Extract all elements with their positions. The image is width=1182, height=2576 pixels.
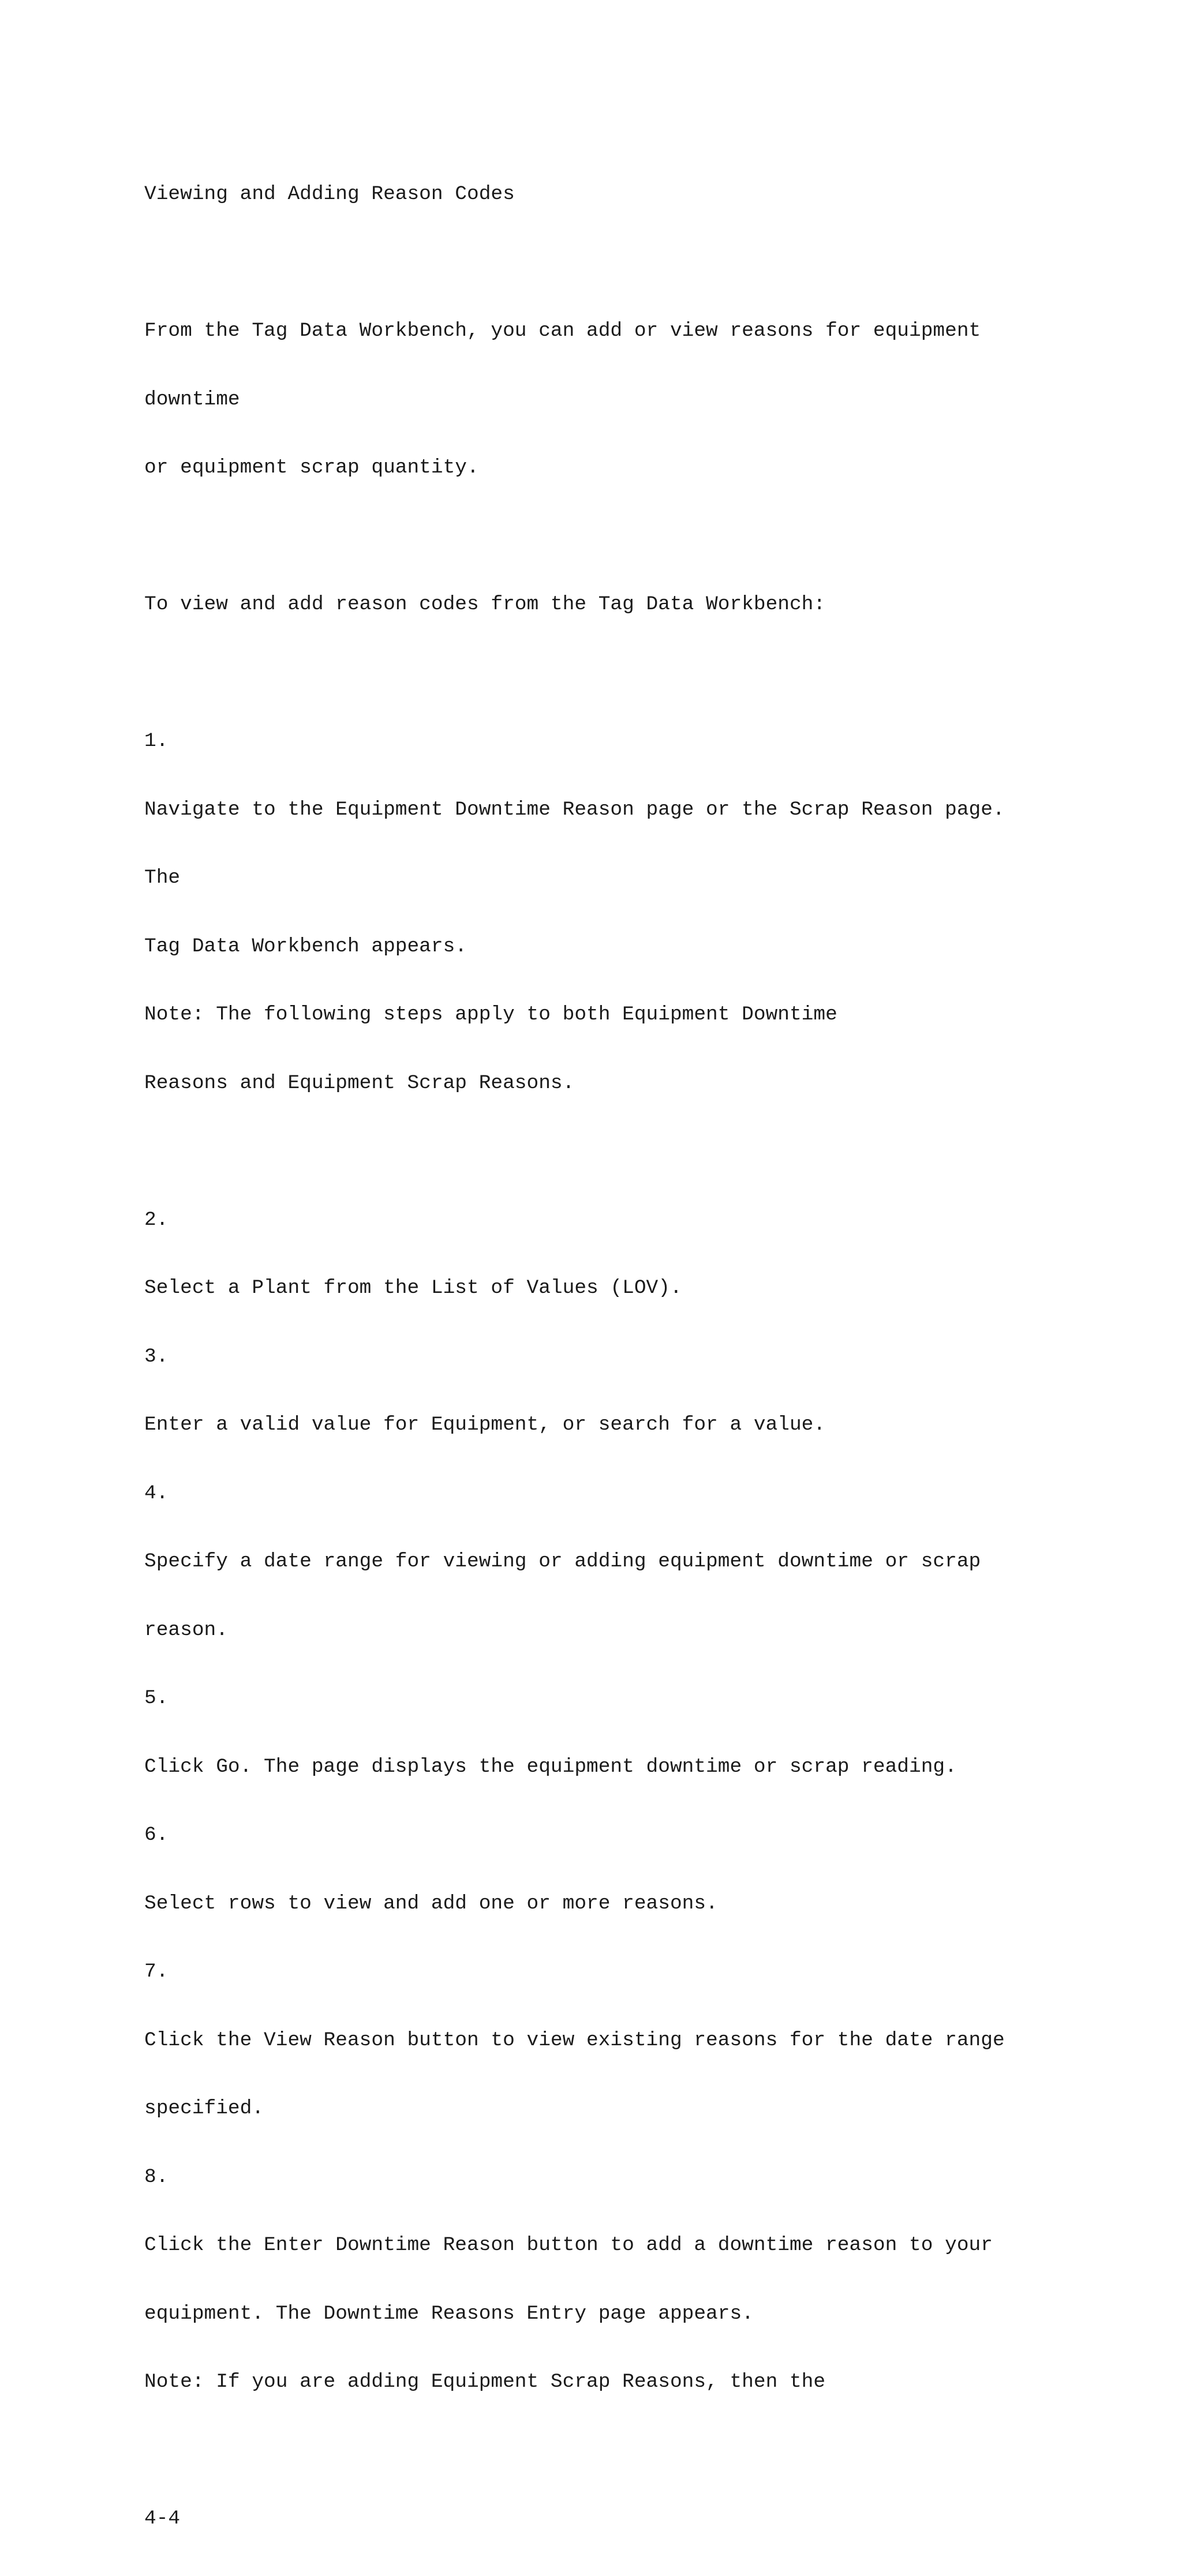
blank-line	[144, 2439, 1125, 2462]
blank-line	[144, 1140, 1125, 1163]
step-text: equipment. The Downtime Reasons Entry page appears.	[144, 2302, 754, 2325]
step-text: reason.	[144, 1618, 228, 1641]
step-text: The	[144, 867, 181, 889]
intro-line: From the Tag Data Workbench, you can add or view reasons for equipment	[144, 320, 981, 342]
step-text: Enter a valid value for Equipment, or search for a value.	[144, 1413, 826, 1436]
step-number: 6.	[144, 1824, 169, 1846]
intro-line: downtime	[144, 388, 240, 411]
document-body	[144, 137, 1125, 2576]
note-text: Reasons and Equipment Scrap Reasons.	[144, 1071, 575, 1094]
blank-line	[144, 525, 1125, 548]
step-text: Click the Enter Downtime Reason button to add a downtime reason to your	[144, 2234, 993, 2256]
step-number: 3.	[144, 1345, 169, 1368]
step-number: 4.	[144, 1482, 169, 1505]
step-text: Specify a date range for viewing or adding equipment downtime or scrap	[144, 1550, 981, 1573]
step-number: 5.	[144, 1687, 169, 1709]
step-text: Select rows to view and add one or more reasons.	[144, 1892, 718, 1915]
intro-line: or equipment scrap quantity.	[144, 456, 479, 479]
step-text: Select a Plant from the List of Values (LOV).	[144, 1277, 682, 1299]
blank-line	[144, 252, 1125, 275]
step-number: 7.	[144, 1960, 169, 1983]
step-text: Navigate to the Equipment Downtime Reason page or the Scrap Reason page.	[144, 798, 1005, 821]
blank-line	[144, 662, 1125, 685]
procedure-heading: To view and add reason codes from the Tag Data Workbench:	[144, 593, 826, 616]
page-number: 4-4	[144, 2507, 181, 2530]
step-number: 8.	[144, 2165, 169, 2188]
step-number: 2.	[144, 1208, 169, 1231]
note-text: Note: The following steps apply to both Equipment Downtime	[144, 1003, 837, 1026]
step-text: specified.	[144, 2097, 264, 2120]
step-text: Click Go. The page displays the equipment downtime or scrap reading.	[144, 1755, 957, 1778]
note-text: Note: If you are adding Equipment Scrap Reasons, then the	[144, 2371, 826, 2393]
step-text: Click the View Reason button to view existing reasons for the date range	[144, 2028, 1005, 2052]
step-number: 1.	[144, 730, 169, 752]
step-text: Tag Data Workbench appears.	[144, 935, 467, 958]
document-title: Viewing and Adding Reason Codes	[144, 183, 515, 205]
